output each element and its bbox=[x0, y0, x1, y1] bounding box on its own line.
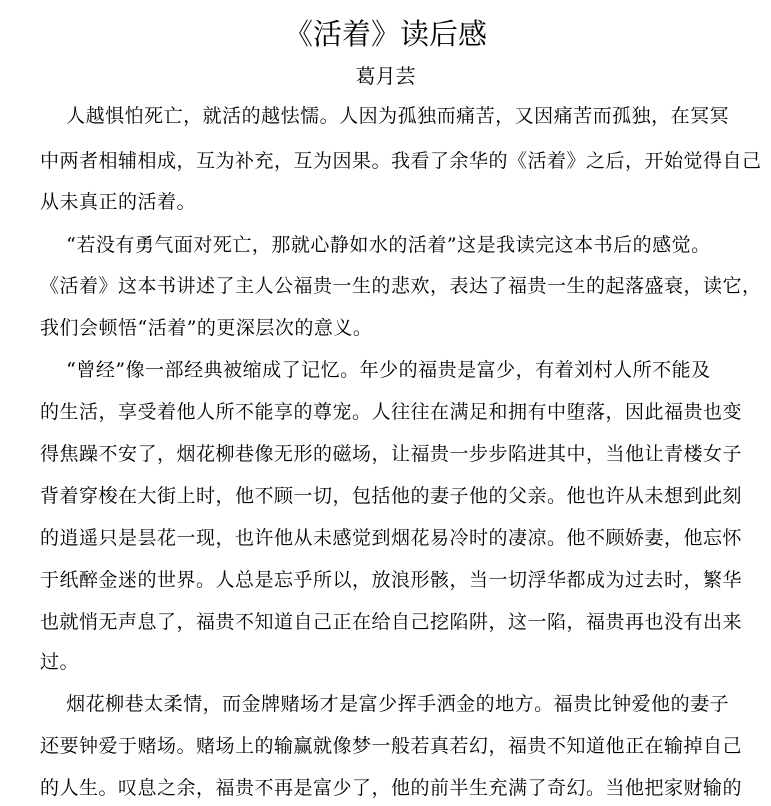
text-line: 人越惧怕死亡，就活的越怯懦。人因为孤独而痛苦，又因痛苦而孤独，在冥冥 bbox=[40, 105, 730, 127]
text-line: 中两者相辅相成，互为补充，互为因果。我看了余华的《活着》之后，开始觉得自己 bbox=[40, 150, 762, 172]
text-line: 的人生。叹息之余，福贵不再是富少了，他的前半生充满了奇幻。当他把家财输的 bbox=[40, 777, 743, 799]
text-line: 背着穿梭在大街上时，他不顾一切，包括他的妻子他的父亲。他也许从未想到此刻 bbox=[40, 485, 743, 507]
text-line: 的逍遥只是昙花一现，也许他从未感觉到烟花易冷时的凄凉。他不顾娇妻，他忘怀 bbox=[40, 527, 743, 549]
text-line: 从未真正的活着。 bbox=[40, 191, 197, 213]
document-author: 葛月芸 bbox=[355, 64, 416, 88]
text-line: 烟花柳巷太柔情，而金牌赌场才是富少挥手洒金的地方。福贵比钟爱他的妻子 bbox=[40, 693, 730, 715]
text-line: 也就悄无声息了，福贵不知道自己正在给自己挖陷阱，这一陷，福贵再也没有出来 bbox=[40, 611, 743, 633]
text-line: 《活着》这本书讲述了主人公福贵一生的悲欢，表达了福贵一生的起落盛衰，读它， bbox=[40, 275, 762, 297]
text-line: 我们会顿悟“活着”的更深层次的意义。 bbox=[40, 317, 373, 339]
text-line: 过。 bbox=[40, 651, 80, 673]
text-line: “曾经”像一部经典被缩成了记忆。年少的福贵是富少，有着刘村人所不能及 bbox=[40, 359, 711, 381]
text-line: 的生活，享受着他人所不能享的尊宠。人往往在满足和拥有中堕落，因此福贵也变 bbox=[40, 401, 743, 423]
text-line: 于纸醉金迷的世界。人总是忘乎所以，放浪形骸，当一切浮华都成为过去时，繁华 bbox=[40, 569, 743, 591]
text-line: “若没有勇气面对死亡，那就心静如水的活着”这是我读完这本书后的感觉。 bbox=[40, 234, 711, 256]
text-line: 得焦躁不安了，烟花柳巷像无形的磁场，让福贵一步步陷进其中，当他让青楼女子 bbox=[40, 443, 743, 465]
document-title: 《活着》读后感 bbox=[283, 17, 487, 51]
text-line: 还要钟爱于赌场。赌场上的输赢就像梦一般若真若幻，福贵不知道他正在输掉自己 bbox=[40, 735, 743, 757]
